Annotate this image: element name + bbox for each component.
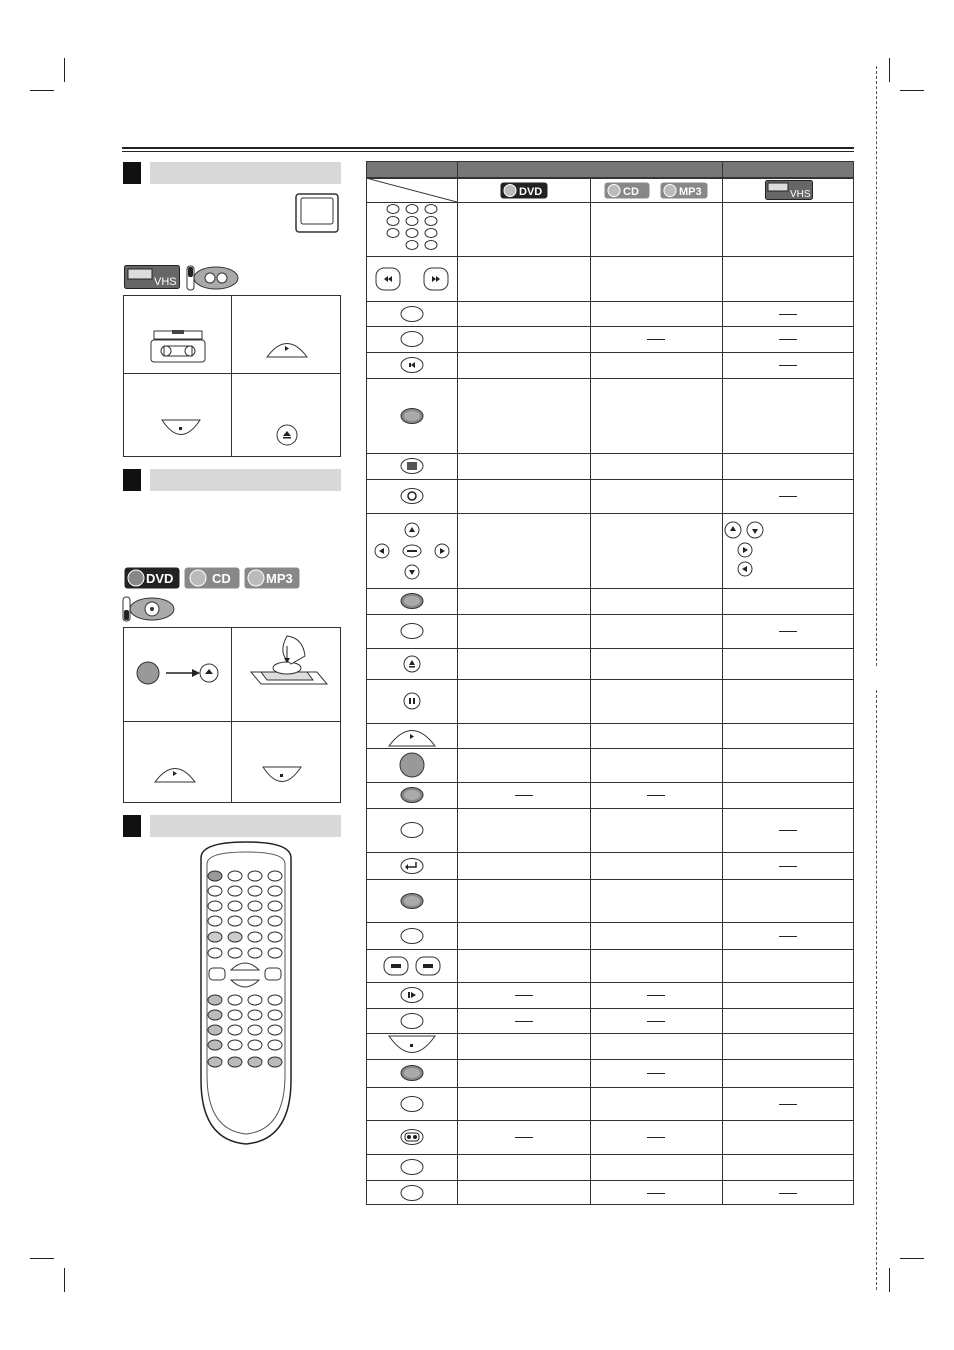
table-row-line [366,588,854,589]
tape-button-icon [399,1128,425,1146]
gray-oval-button-icon [399,592,425,610]
remote-button [248,886,262,896]
remote-button [268,886,282,896]
crop-mark [889,58,890,82]
table-row-line [366,513,854,514]
not-applicable-mark [647,339,665,340]
remote-button [228,1010,242,1020]
power-then-open-icon [136,660,220,686]
section-marker [123,162,141,184]
not-applicable-mark [779,830,797,831]
skip-buttons-icon [383,955,441,977]
remote-button [268,871,282,881]
table-row-line [366,614,854,615]
dvd-label: DVD [146,571,174,586]
disc-insert-illustration [247,632,331,694]
gray-round-button-icon [399,752,425,778]
crop-mark [30,1258,54,1259]
remote-button [208,932,222,942]
remote-button [268,1025,282,1035]
table-row-line [366,1120,854,1121]
svg-text:DVD: DVD [519,186,543,198]
not-applicable-mark [779,936,797,937]
table-row-line [366,782,854,783]
rewind-ffwd-buttons-icon [374,266,450,292]
table-row-line [366,679,854,680]
oval-button-icon [399,821,425,839]
table-row-line [366,1087,854,1088]
vhs-logo-icon [124,265,180,289]
gray-oval-button-icon [399,407,425,425]
remote-button [228,995,242,1005]
remote-button [208,1010,222,1020]
not-applicable-mark [647,795,665,796]
remote-button [248,948,262,958]
table-row-line [366,949,854,950]
cassette-insert-icon [150,330,206,364]
remote-button [248,871,262,881]
table-row-line [366,326,854,327]
not-applicable-mark [515,1137,533,1138]
stop-button-icon [388,1035,436,1057]
remote-button [268,1010,282,1020]
oval-button-icon [399,1012,425,1030]
not-applicable-mark [779,866,797,867]
not-applicable-mark [779,631,797,632]
table-row-line [366,922,854,923]
remote-button [228,916,242,926]
section-marker [123,469,141,491]
remote-button [208,1040,222,1050]
remote-button [208,886,222,896]
not-applicable-mark [647,1073,665,1074]
circle-button-icon [399,487,425,505]
not-applicable-mark [647,995,665,996]
mp3-logo-icon [660,182,708,199]
table-row-line [366,256,854,257]
not-applicable-mark [515,1021,533,1022]
table-row-line [366,453,854,454]
number-keypad-icon [385,203,439,255]
crop-mark [900,90,924,91]
remote-button [208,995,222,1005]
remote-button [208,1057,222,1067]
oval-button-icon [399,1095,425,1113]
table-border [366,161,854,1205]
tv-icon [295,193,339,235]
step-button-icon [399,986,425,1004]
crop-mark [64,58,65,82]
gray-oval-button-icon [399,786,425,804]
remote-button [268,1040,282,1050]
play-button-icon [388,725,436,747]
crop-mark [889,1268,890,1292]
remote-button [228,1057,242,1067]
remote-button [268,948,282,958]
table-row-line [366,1059,854,1060]
remote-button [228,1025,242,1035]
square-button-icon [399,457,425,475]
section-marker [123,815,141,837]
remote-button [208,871,222,881]
table-row-line [366,1154,854,1155]
not-applicable-mark [779,1104,797,1105]
section-header-bar [150,815,341,837]
not-applicable-mark [779,365,797,366]
mp3-logo-icon [244,567,300,589]
not-applicable-mark [647,1021,665,1022]
top-rule [122,151,854,152]
not-applicable-mark [647,1193,665,1194]
table-row-line [366,748,854,749]
remote-button [228,1040,242,1050]
vhs-cursor-buttons-icon [724,520,768,578]
remote-button [248,995,262,1005]
not-applicable-mark [779,496,797,497]
remote-button [248,932,262,942]
table-row-line [366,202,854,203]
svg-text:CD: CD [623,186,639,198]
table-col-line [457,161,458,1205]
remote-button [228,901,242,911]
vhs-steps-box [123,295,341,457]
oval-button-icon [399,927,425,945]
table-col-line [590,178,591,1205]
table-row-line [366,1180,854,1181]
remote-button [208,1025,222,1035]
crop-mark [30,90,54,91]
top-rule [122,147,854,149]
table-row-line [366,378,854,379]
table-row-line [366,301,854,302]
play-button-icon [154,763,196,783]
table-row-line [366,1033,854,1034]
table-row-line [366,879,854,880]
table-row-line [366,852,854,853]
open-close-button-icon [399,655,425,673]
cut-line [876,66,878,666]
remote-button [268,932,282,942]
dvd-logo-icon [500,182,548,199]
remote-button [265,968,281,980]
return-button-icon [399,857,425,875]
remote-button [248,916,262,926]
oval-button-icon [399,330,425,348]
remote-button [209,968,225,980]
remote-button [228,948,242,958]
table-col-line [722,161,723,1205]
section-header-bar [150,469,341,491]
cd-logo-icon [604,182,650,199]
remote-button [228,886,242,896]
table-corner-diagonal [366,178,457,202]
table-row-line [366,1008,854,1009]
table-row-line [366,352,854,353]
remote-button [208,901,222,911]
svg-text:MP3: MP3 [679,186,702,198]
cd-label: CD [212,571,231,586]
oval-button-icon [399,1184,425,1202]
stop-button-icon [161,419,201,439]
remote-button [228,932,242,942]
remote-control-illustration [195,840,297,1146]
vhs-logo-icon [765,180,813,200]
not-applicable-mark [647,1137,665,1138]
not-applicable-mark [779,314,797,315]
remote-button [228,871,242,881]
not-applicable-mark [779,339,797,340]
not-applicable-mark [515,795,533,796]
remote-button [248,901,262,911]
vhs-label: VHS [154,276,177,288]
dvd-logo-icon [124,567,180,589]
gray-oval-button-icon [399,1064,425,1082]
mp3-label: MP3 [266,571,293,586]
remote-button [208,916,222,926]
cut-line [876,690,878,1290]
remote-button [248,1057,262,1067]
dvd-mode-switch-icon [122,594,176,624]
not-applicable-mark [779,1193,797,1194]
play-button-icon [266,338,308,358]
remote-button [268,1057,282,1067]
cd-logo-icon [184,567,240,589]
table-row-line [366,982,854,983]
not-applicable-mark [515,995,533,996]
arrow-cross-icon [372,522,452,580]
crop-mark [900,1258,924,1259]
remote-button [268,916,282,926]
eject-button-icon [276,424,298,446]
stop-button-icon [262,766,302,786]
gray-oval-button-icon [399,892,425,910]
vcr-mode-switch-icon [186,263,240,293]
table-row-line [366,479,854,480]
remote-button [248,1040,262,1050]
table-row-line [366,648,854,649]
remote-button [268,995,282,1005]
section-header-bar [150,162,341,184]
svg-text:VHS: VHS [790,189,811,200]
oval-button-icon [399,305,425,323]
slow-button-icon [399,356,425,374]
remote-button [248,1025,262,1035]
pause-button-icon [399,692,425,710]
remote-button [208,948,222,958]
table-row-line [366,723,854,724]
remote-button [268,901,282,911]
table-row-line [366,808,854,809]
oval-button-icon [399,1158,425,1176]
remote-button [248,1010,262,1020]
crop-mark [64,1268,65,1292]
oval-button-icon [399,622,425,640]
